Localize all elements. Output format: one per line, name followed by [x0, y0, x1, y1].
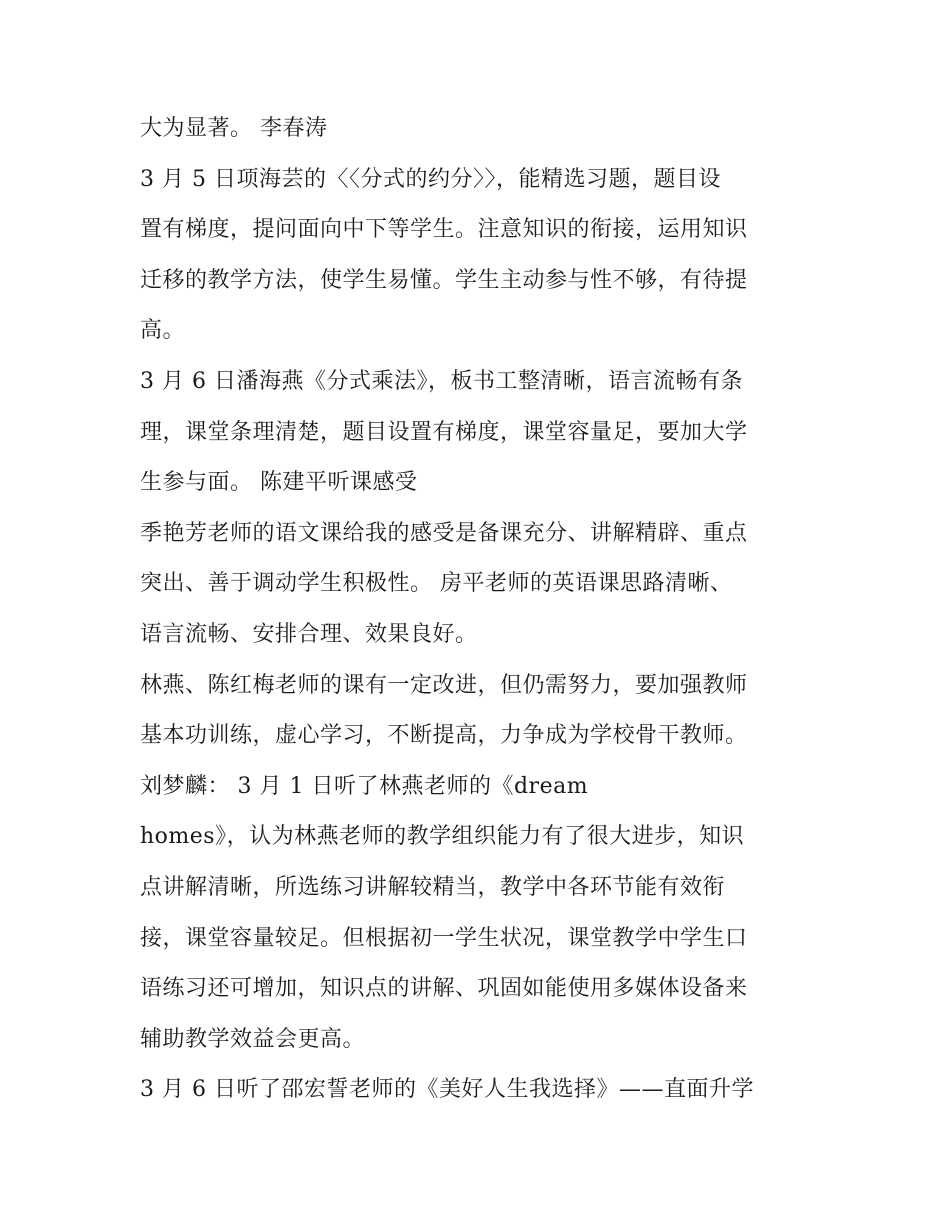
- text-line: 林燕、陈红梅老师的课有一定改进，但仍需努力，要加强教师: [140, 672, 748, 698]
- text-line: 刘梦麟： 3 月 1 日听了林燕老师的《dream: [140, 773, 589, 799]
- text-line: 大为显著。 李春涛: [140, 116, 328, 141]
- text-line: 基本功训练，虚心学习，不断提高，力争成为学校骨干教师。: [140, 723, 748, 749]
- text-line: 接，课堂容量较足。但根据初一学生状况，课堂教学中学生口: [140, 925, 748, 951]
- document-body: [140, 104, 820, 1116]
- text-line: homes》，认为林燕老师的教学组织能力有了很大进步，知识: [140, 824, 745, 850]
- text-line: 高。: [140, 318, 186, 344]
- text-line: 语言流畅、安排合理、效果良好。: [140, 621, 478, 647]
- text-line: 语练习还可增加，知识点的讲解、巩固如能使用多媒体设备来: [140, 976, 748, 1002]
- text-line: 3 月 6 日潘海燕《分式乘法》，板书工整清晰，语言流畅有条: [140, 368, 743, 394]
- text-line: 迁移的教学方法，使学生易懂。学生主动参与性不够，有待提: [140, 267, 748, 293]
- text-line: 辅助教学效益会更高。: [140, 1026, 366, 1052]
- text-line: 季艳芳老师的语文课给我的感受是备课充分、讲解精辟、重点: [140, 520, 748, 546]
- text-line: 生参与面。 陈建平听课感受: [140, 470, 418, 496]
- text-line: 3 月 6 日听了邵宏誓老师的《美好人生我选择》——直面升学: [140, 1077, 754, 1103]
- text-line: 理，课堂条理清楚，题目设置有梯度，课堂容量足，要加大学: [140, 419, 748, 445]
- text-line: 3 月 5 日项海芸的〈〈分式的约分〉〉，能精选习题，题目设: [140, 166, 721, 192]
- text-line: 突出、善于调动学生积极性。 房平老师的英语课思路清晰、: [140, 571, 733, 597]
- text-line: 置有梯度，提问面向中下等学生。注意知识的衔接，运用知识: [140, 217, 748, 243]
- text-line: 点讲解清晰，所选练习讲解较精当，教学中各环节能有效衔: [140, 874, 726, 900]
